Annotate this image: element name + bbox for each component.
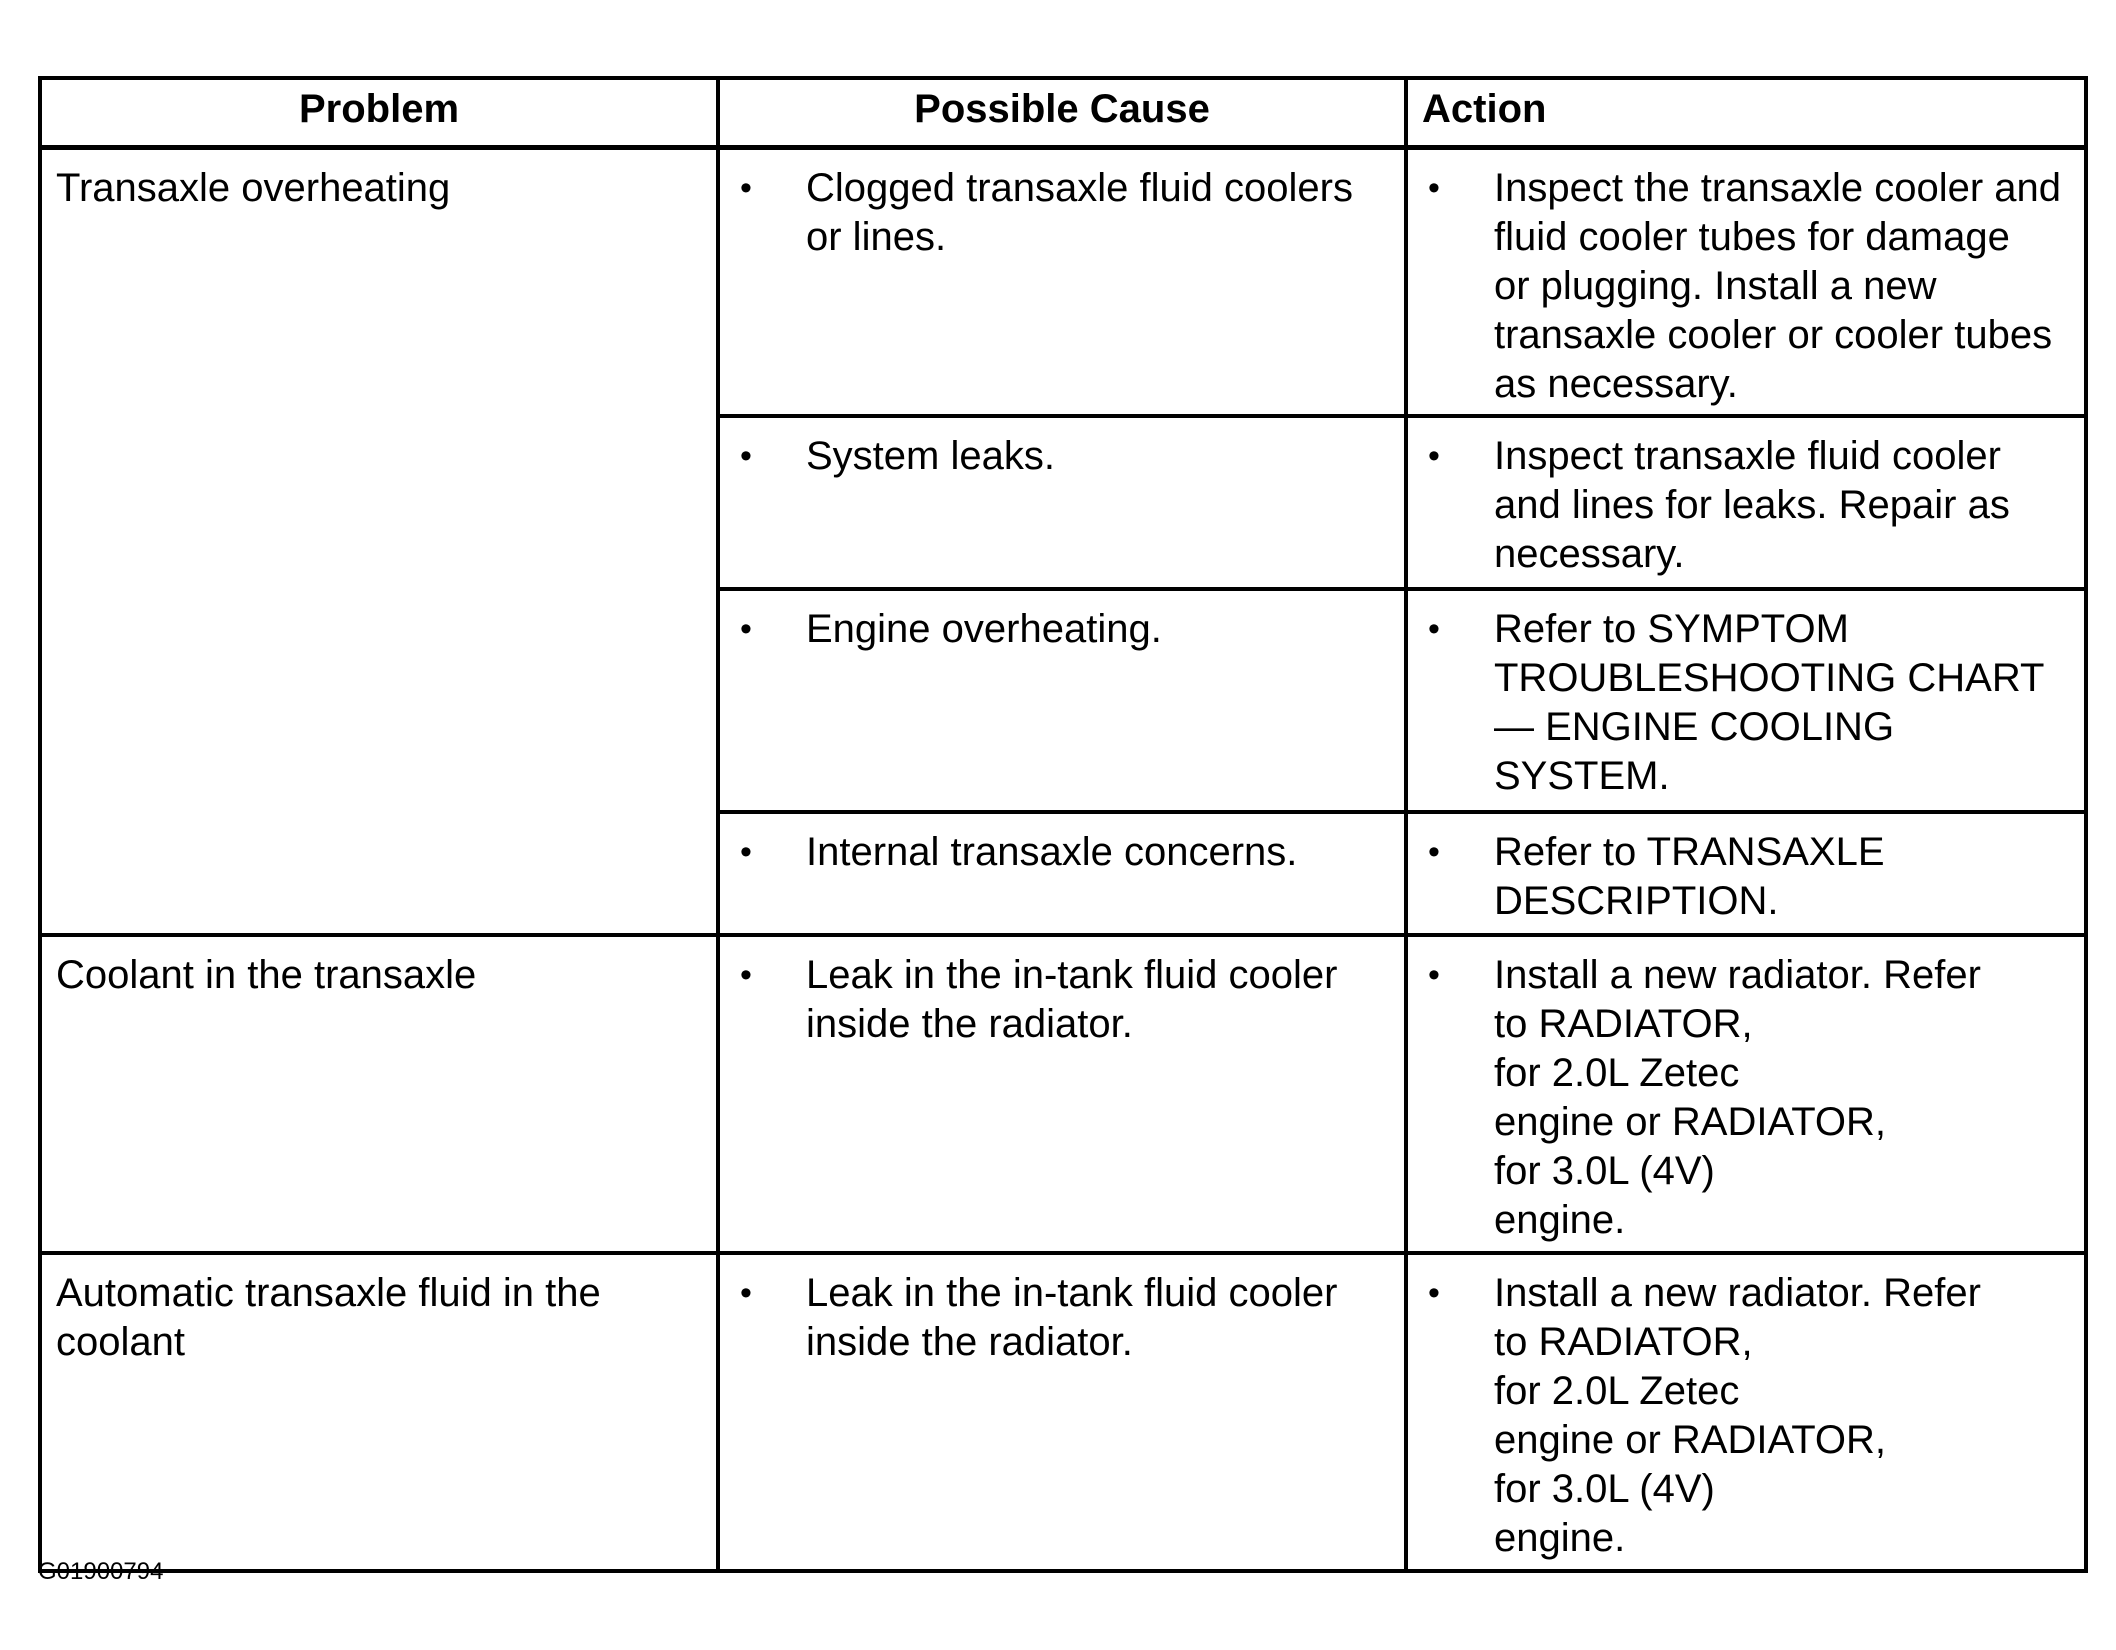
cause-text: System leaks. <box>806 434 1055 478</box>
action-cell <box>1406 812 2086 935</box>
action-cell <box>1406 1253 2086 1571</box>
cause-cell <box>718 589 1406 812</box>
action-cell <box>1406 416 2086 589</box>
header-problem: Problem <box>40 78 718 148</box>
header-possible-cause: Possible Cause <box>718 78 1406 148</box>
action-text: Inspect transaxle fluid cooler and lines for leaks. Repair as necessary. <box>1494 434 2010 576</box>
cause-text: Clogged transaxle fluid coolers or lines. <box>806 166 1353 259</box>
action-cell <box>1406 589 2086 812</box>
bullet-marker: • <box>1428 1274 1440 1312</box>
problem-cell: Transaxle overheating <box>40 148 718 936</box>
table-row <box>40 148 2086 417</box>
bullet-marker: • <box>740 169 752 207</box>
action-text: Install a new radiator. Refer to RADIATOR, for 2.0L Zetec engine or RADIATOR, for 3.0L (4V) engine. <box>1494 953 1981 1242</box>
problem-cell: Automatic transaxle fluid in the coolant <box>40 1253 718 1571</box>
bullet-marker: • <box>740 1274 752 1312</box>
header-action: Action <box>1406 78 2086 148</box>
cause-cell <box>718 1253 1406 1571</box>
bullet-marker: • <box>1428 610 1440 648</box>
bullet-marker: • <box>740 956 752 994</box>
table-row <box>40 1253 2086 1571</box>
figure-id: G01900794 <box>38 1558 164 1585</box>
bullet-marker: • <box>1428 169 1440 207</box>
cause-text: Leak in the in-tank fluid cooler inside the radiator. <box>806 953 1338 1046</box>
action-text: Inspect the transaxle cooler and fluid cooler tubes for damage or plugging. Install a new transaxle cooler or cooler tubes as necessary. <box>1494 166 2062 406</box>
problem-cell: Coolant in the transaxle <box>40 935 718 1253</box>
cause-cell <box>718 935 1406 1253</box>
cause-cell <box>718 812 1406 935</box>
bullet-marker: • <box>1428 956 1440 994</box>
action-cell <box>1406 148 2086 417</box>
table-row <box>40 935 2086 1253</box>
bullet-marker: • <box>1428 833 1440 871</box>
action-text: Install a new radiator. Refer to RADIATOR, for 2.0L Zetec engine or RADIATOR, for 3.0L (4V) engine. <box>1494 1271 1981 1560</box>
cause-text: Engine overheating. <box>806 607 1162 651</box>
troubleshooting-table <box>38 76 2088 1573</box>
action-text: Refer to TRANSAXLE DESCRIPTION. <box>1494 830 1885 923</box>
bullet-marker: • <box>740 610 752 648</box>
bullet-marker: • <box>740 833 752 871</box>
cause-text: Internal transaxle concerns. <box>806 830 1298 874</box>
header-row <box>40 78 2086 148</box>
cause-text: Leak in the in-tank fluid cooler inside the radiator. <box>806 1271 1338 1364</box>
cause-cell <box>718 148 1406 417</box>
cause-cell <box>718 416 1406 589</box>
action-cell <box>1406 935 2086 1253</box>
bullet-marker: • <box>740 437 752 475</box>
bullet-marker: • <box>1428 437 1440 475</box>
action-text: Refer to SYMPTOM TROUBLESHOOTING CHART — ENGINE COOLING SYSTEM. <box>1494 607 2045 798</box>
